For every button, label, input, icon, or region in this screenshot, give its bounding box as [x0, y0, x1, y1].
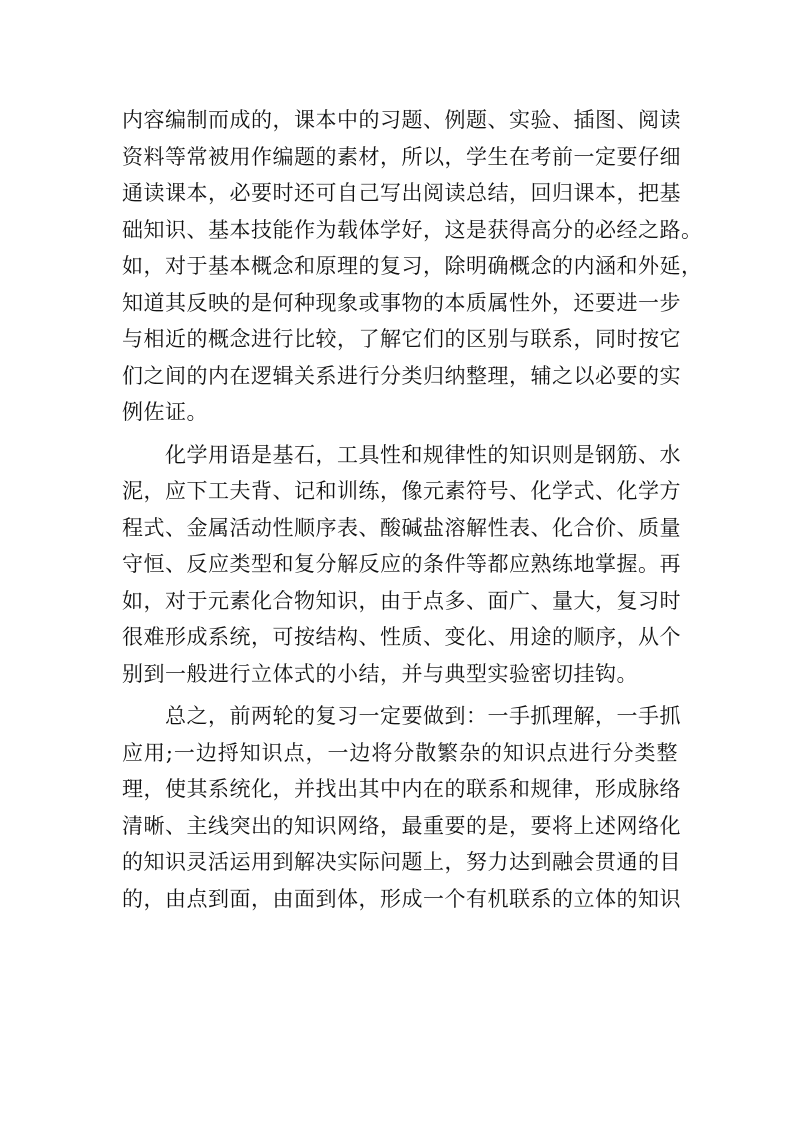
text-line: 别到一般进行立体式的小结，并与典型实验密切挂钩。	[122, 661, 638, 686]
text-line: 例佐证。	[122, 400, 208, 424]
text-line: 总之，前两轮的复习一定要做到：一手抓理解，一手抓	[122, 704, 681, 728]
paragraph-1	[122, 102, 703, 431]
text-line: 础知识、基本技能作为载体学好，这是获得高分的必经之路。	[122, 217, 703, 242]
document-body	[122, 102, 703, 917]
paragraph-2	[122, 437, 681, 693]
text-line: 理，使其系统化，并找出其中内在的联系和规律，形成脉络	[122, 777, 681, 801]
text-line: 应用;一边捋知识点，一边将分散繁杂的知识点进行分类整	[122, 740, 678, 765]
text-line: 的，由点到面，由面到体，形成一个有机联系的立体的知识	[122, 886, 681, 911]
text-line: 资料等常被用作编题的素材，所以，学生在考前一定要仔细	[122, 144, 681, 169]
text-line: 如，对于基本概念和原理的复习，除明确概念的内涵和外延，	[122, 254, 703, 278]
text-line: 的知识灵活运用到解决实际问题上，努力达到融会贯通的目	[122, 850, 681, 874]
text-line: 清晰、主线突出的知识网络，最重要的是，要将上述网络化	[122, 813, 681, 838]
paragraph-3	[122, 698, 681, 917]
text-line: 很难形成系统，可按结构、性质、变化、用途的顺序，从个	[122, 625, 681, 649]
text-line: 与相近的概念进行比较，了解它们的区别与联系，同时按它	[122, 327, 681, 351]
text-line: 内容编制而成的，课本中的习题、例题、实验、插图、阅读	[122, 108, 681, 132]
text-line: 化学用语是基石，工具性和规律性的知识则是钢筋、水	[122, 442, 681, 467]
text-line: 如，对于元素化合物知识，由于点多、面广、量大，复习时	[122, 588, 681, 613]
text-line: 通读课本，必要时还可自己写出阅读总结，回归课本，把基	[122, 181, 681, 205]
text-line: 泥，应下工夫背、记和训练，像元素符号、化学式、化学方	[122, 479, 681, 503]
text-line: 程式、金属活动性顺序表、酸碱盐溶解性表、化合价、质量	[122, 515, 681, 540]
text-line: 们之间的内在逻辑关系进行分类归纳整理，辅之以必要的实	[122, 363, 681, 388]
text-line: 守恒、反应类型和复分解反应的条件等都应熟练地掌握。再	[122, 552, 681, 576]
text-line: 知道其反映的是何种现象或事物的本质属性外，还要进一步	[122, 290, 681, 315]
